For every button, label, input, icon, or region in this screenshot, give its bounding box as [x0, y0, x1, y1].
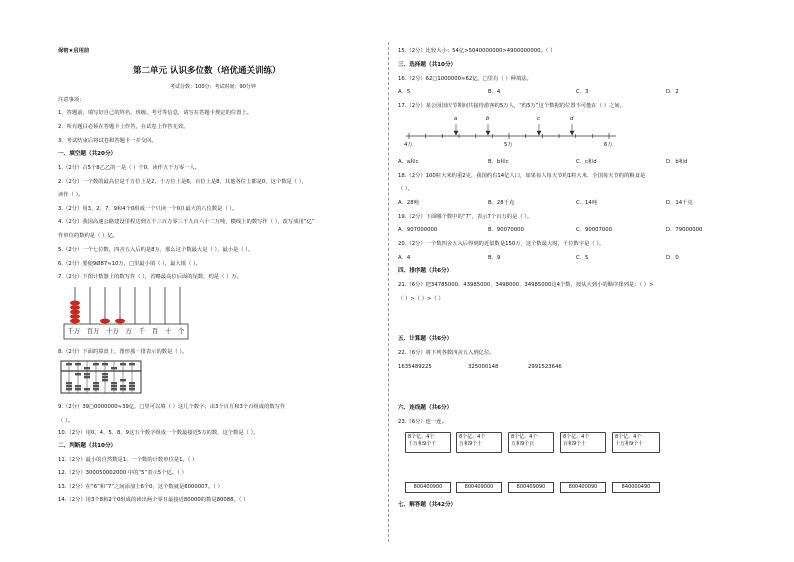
q18-option-b: B．28千克: [488, 200, 515, 206]
match-box-top: [508, 432, 554, 453]
note-item: 3．考试结束后将试卷和答题卡一并交回。: [58, 138, 157, 144]
note-item: 2．所有题目必须在答题卡上作答，在试卷上作答无效。: [58, 124, 189, 130]
q19-option-b: B．90070000: [488, 227, 524, 233]
section-ordering: 四、排序题（共6分）: [398, 268, 453, 274]
q18-option-c: C．14吨: [576, 200, 598, 206]
question-6: 6.（2分）要使9Ø87≈10万，□里最小填（ ），最大填（ ）。: [58, 261, 201, 267]
match-box-top: [560, 432, 606, 453]
section-matching: 六、连线题（共6分）: [398, 405, 453, 411]
q16-option-c: C．3: [576, 89, 589, 95]
question-16: 16.（2分）62□1000000≈62亿，□里有（ ）种填法。: [398, 76, 532, 82]
place-label: 十: [165, 328, 172, 335]
match-number-box: 800409090: [508, 482, 554, 493]
match-box-line: 万和9个百: [511, 440, 535, 447]
match-box-line: 8个亿、4个: [408, 434, 435, 440]
question-13: 13.（2分）在“6”和“7”之间添加上6个0，这个数就是6000007。（ ）: [58, 484, 223, 490]
section-true-false: 二、判断题（共10分）: [58, 443, 117, 449]
question-11: 11.（2分）最小的自然数是1，一个数的计数单位是1。（ ）: [58, 457, 198, 463]
q16-option-b: B．4: [488, 89, 501, 95]
q20-option-d: D．0: [666, 255, 679, 261]
q19-option-c: C．90007000: [576, 227, 612, 233]
q22-number: 325000148: [468, 364, 499, 370]
place-label: 千万: [67, 328, 80, 335]
point-label-a: a: [454, 116, 458, 122]
q17-option-d: D．b和d: [666, 159, 688, 165]
tick-label-4w: 4万: [404, 142, 413, 148]
match-box-line: 十万和9个十: [615, 440, 644, 447]
place-label: 百万: [86, 328, 100, 335]
q22-number: 1635489225: [398, 364, 432, 370]
question-1: 1.（2分）占5个8乙乙的一是（ ）个0，读作五千万零一人。: [58, 165, 201, 171]
q18-option-a: A．28吨: [398, 200, 419, 206]
exam-info: 考试分数：100分；考试时间：90分钟: [170, 84, 256, 90]
match-box-line: 8个亿、4个: [459, 434, 486, 440]
question-22: 22.（6分）将下列各数四舍五入到亿位。: [398, 350, 495, 356]
q19-option-a: A．907000000: [398, 227, 438, 233]
question-7: 7.（2分）下图计数器上的数写作（ ），省略最高位后面的尾数，约是（ ）万。: [58, 274, 242, 280]
question-18-cont: （ ）。: [398, 186, 413, 192]
abacus-figure: [60, 360, 142, 394]
place-label: 千: [138, 328, 146, 335]
tick-label-6w: 6万: [604, 142, 613, 148]
match-box-line: 8个亿、4个: [511, 434, 538, 440]
question-9-cont: （ ）。: [58, 418, 73, 424]
question-15: 15.（2分）比较大小：54亿>5040000000>4900000000。（ ）: [398, 48, 556, 54]
question-19: 19.（2分）下面哪个数中的“7”，表示7个百万的是（ ）。: [398, 214, 533, 220]
q16-option-a: A．5: [398, 89, 411, 95]
question-2: 2.（2分）一个数的最高位是千万位上是2，十万位上是6，百位上是8，其他各位上都是0，这个数是（ ），: [58, 179, 307, 185]
point-label-b: b: [486, 116, 490, 122]
q20-option-a: A．4: [398, 255, 411, 261]
match-number-box: 800400900: [405, 482, 451, 493]
match-box-line: 8个亿、4个: [615, 434, 642, 440]
q16-option-d: D．2: [666, 89, 679, 95]
q20-option-b: B．9: [488, 255, 501, 261]
q17-option-a: A．a和c: [398, 159, 419, 165]
question-4: 4.（2分）我国高速公路建设里程达到五千三百万零三千九百六十二万吨，横线上的数写作（ ），改写成用“亿”: [58, 219, 315, 225]
column-divider: [388, 42, 389, 542]
match-box-line: 百和9个十: [563, 440, 587, 447]
match-number-box: 840000490: [612, 482, 660, 493]
place-label: 万: [125, 328, 132, 335]
question-21-cont: （ ）>（ ）>（ ）: [398, 296, 444, 302]
question-9: 9.（2分）39□0000000≈39亿，□里可以填（ ）这几个数字；由3个百万和3个百组成的数写作: [58, 404, 286, 410]
q17-option-b: B．b和c: [488, 159, 509, 165]
question-10: 10.（2分）用0、4、5、8、9这五个数字组成一个数最接近5万的数，这个数是（ ）。: [58, 430, 259, 436]
match-box-line: 8个亿、4个: [563, 434, 590, 440]
tick-label-5w: 5万: [504, 142, 513, 148]
q18-option-d: D．14千克: [666, 200, 693, 206]
note-item: 1．答题前，填写好自己的姓名、班级、考号等信息，请写在答题卡规定的位置上。: [58, 110, 253, 116]
counting-frame-labels: [64, 328, 188, 336]
question-17: 17.（2分）某公园国庆节期间共接待游客约5万人，“约5万”这个数据的位置不可能在（ ）之间。: [398, 103, 625, 109]
q17-option-c: C．c和d: [576, 159, 597, 165]
place-label: 个: [178, 328, 185, 335]
match-number-box: 800400090: [560, 482, 606, 493]
match-box-line: 万和9个十: [459, 440, 483, 447]
question-18: 18.（2分）100粒大米约重2克，我国约有14亿人口，如果每人每天节约1粒大米，全国每天节约的粮食是: [398, 173, 646, 179]
question-5: 5.（2分）一个七位数，四舍五入后约是8万，那么这个数最大是（ ），最小是（ ）。: [58, 247, 254, 253]
section-calculation: 五、计算题（共6分）: [398, 336, 453, 342]
place-label: 十万: [106, 328, 119, 335]
point-label-c: c: [537, 116, 540, 122]
match-box-top: [456, 432, 502, 453]
question-4-cont: 作单位的数约是（ ）亿。: [58, 233, 118, 239]
section-solve: 七、解答题（共42分）: [398, 502, 457, 508]
question-3: 3.（2分）用3、2、7、9和4个0组成一个只读一个0且最大的八位数是（ ）。: [58, 206, 238, 212]
match-number-box: 800409000: [456, 482, 502, 493]
question-8: 8.（2分）下面的算盘上，图形那一排表示的数是（ ）。: [58, 349, 188, 355]
question-12: 12.（2分）300050002000 中的“5”表示5个亿。（ ）: [58, 470, 187, 476]
q20-option-c: C．5: [576, 255, 589, 261]
q19-option-d: D．79000000: [666, 227, 703, 233]
page-title: 第二单元 认识多位数（培优通关训练）: [133, 66, 281, 76]
q22-number: 2991523646: [528, 364, 562, 370]
question-2-cont: 读作（ ）。: [58, 192, 84, 198]
place-label: 百: [151, 328, 159, 335]
match-box-top: [612, 432, 660, 453]
section-choice: 三、选择题（共10分）: [398, 62, 457, 68]
notes-heading: 注意事项：: [58, 97, 85, 103]
question-20: 20.（2分）一个数四舍五入后得到的近似数是150万，这个数最大时，千位数字是（ ）。: [398, 241, 605, 247]
question-21: 21.（6分）把34785000、43985000、3498000、34985000这4个数，按从大到小的顺序排列是：（ ）>: [398, 282, 654, 288]
match-box-line: 千万和9个千: [408, 440, 437, 447]
point-label-d: d: [570, 116, 574, 122]
section-fill-blank: 一、填空题（共20分）: [58, 151, 117, 157]
question-14: 14.（2分）用3个8和2个0组成的读出两个零且最接近80000的数是80088。（ ）: [58, 497, 249, 503]
match-box-top: [405, 432, 451, 453]
secret-label: 保密★启用前: [58, 48, 90, 54]
question-23: 23.（6分）连一连。: [398, 419, 447, 425]
